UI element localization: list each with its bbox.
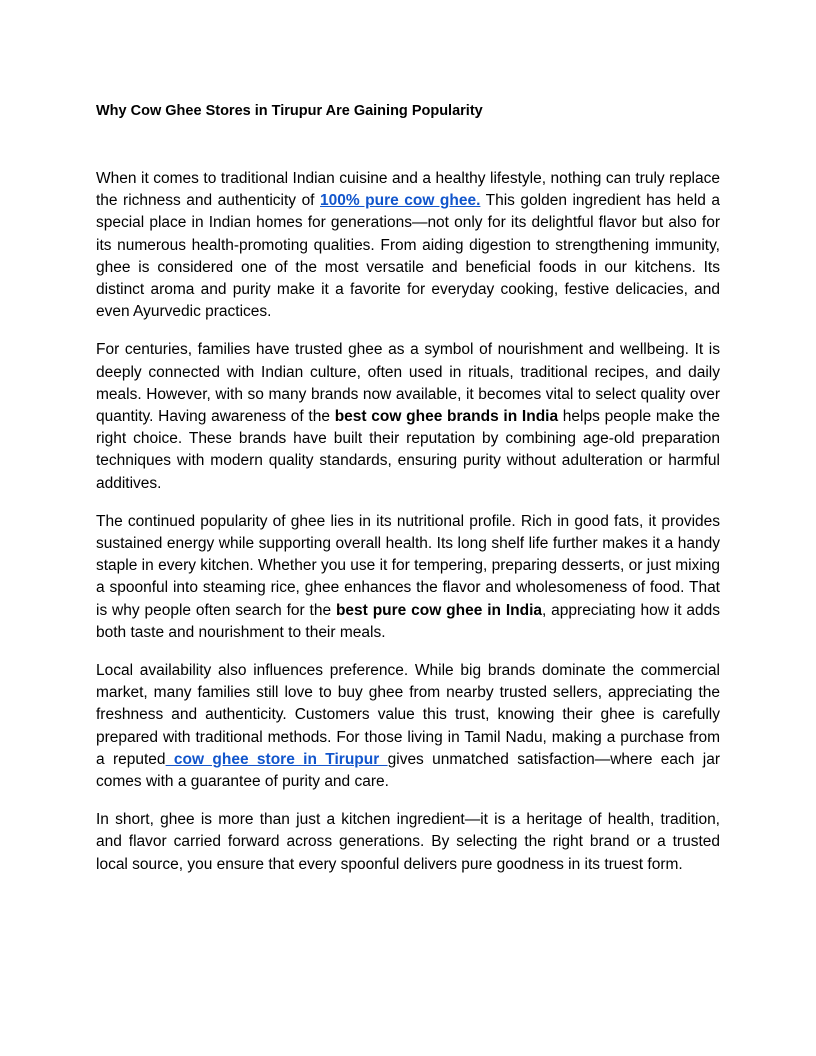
document-page [96, 100, 720, 892]
cow-ghee-store-tirupur-link[interactable]: cow ghee store in Tirupur [165, 750, 388, 768]
paragraph-4 [96, 660, 720, 793]
paragraph-3-bold-phrase: best pure cow ghee in India [335, 601, 542, 619]
paragraph-1 [96, 168, 720, 323]
paragraph-2 [96, 339, 720, 494]
paragraph-5 [96, 809, 720, 876]
paragraph-3 [96, 511, 720, 644]
paragraph-5-text: In short, ghee is more than just a kitchen ingredient—it is a heritage of health, tradition, and flavor carried forward across generations. By selecting the right brand or a trusted local source, you ensure that every spoonful delivers pure goodness in its truest form. [96, 811, 720, 873]
paragraph-1-text-before: When it comes to traditional Indian cuisine and a healthy lifestyle, nothing can truly replace the richness and authenticity of [96, 170, 720, 210]
paragraph-3-text-before: The continued popularity of ghee lies in its nutritional profile. Rich in good fats, it provides sustained energy while supporting overall health. Its long shelf life further makes it a handy staple in every kitchen. Whether you use it for tempering, preparing desserts, or just mixing a spoonful into steaming rice, ghee enhances the flavor and wholesomeness of food. That is why people often search for the [96, 512, 720, 619]
paragraph-2-text-after: helps people make the right choice. These brands have built their reputation by combining age-old preparation techniques with modern quality standards, ensuring purity without adulteration or harmful additives. [96, 408, 720, 492]
document-title: Why Cow Ghee Stores in Tirupur Are Gaining Popularity [96, 103, 483, 119]
paragraph-1-text-after: This golden ingredient has held a special place in Indian homes for generations—not only for its delightful flavor but also for its numerous health-promoting qualities. From aiding digestion to strengthening immunity, ghee is considered one of the most versatile and beneficial foods in our kitchens. Its distinct aroma and purity make it a favorite for everyday cooking, festive delicacies, and even Ayurvedic practices. [96, 192, 720, 321]
pure-cow-ghee-link[interactable]: 100% pure cow ghee. [320, 192, 481, 210]
paragraph-4-text-after: gives unmatched satisfaction—where each jar comes with a guarantee of purity and care. [96, 750, 720, 791]
paragraph-3-text-after: , appreciating how it adds both taste and nourishment to their meals. [96, 601, 720, 641]
paragraph-2-text-before: For centuries, families have trusted ghee as a symbol of nourishment and wellbeing. It is deeply connected with Indian culture, often used in rituals, traditional recipes, and daily meals. However, with so many brands now available, it becomes vital to select quality over quantity. Having awareness of the [96, 341, 720, 426]
paragraph-2-bold-phrase: best cow ghee brands in India [334, 408, 559, 426]
paragraph-4-text-before: Local availability also influences preference. While big brands dominate the commercial market, many families still love to buy ghee from nearby trusted sellers, appreciating the freshness and authenticity. Customers value this trust, knowing their ghee is carefully prepared with traditional methods. For those living in Tamil Nadu, making a purchase from a reputed [96, 662, 720, 768]
